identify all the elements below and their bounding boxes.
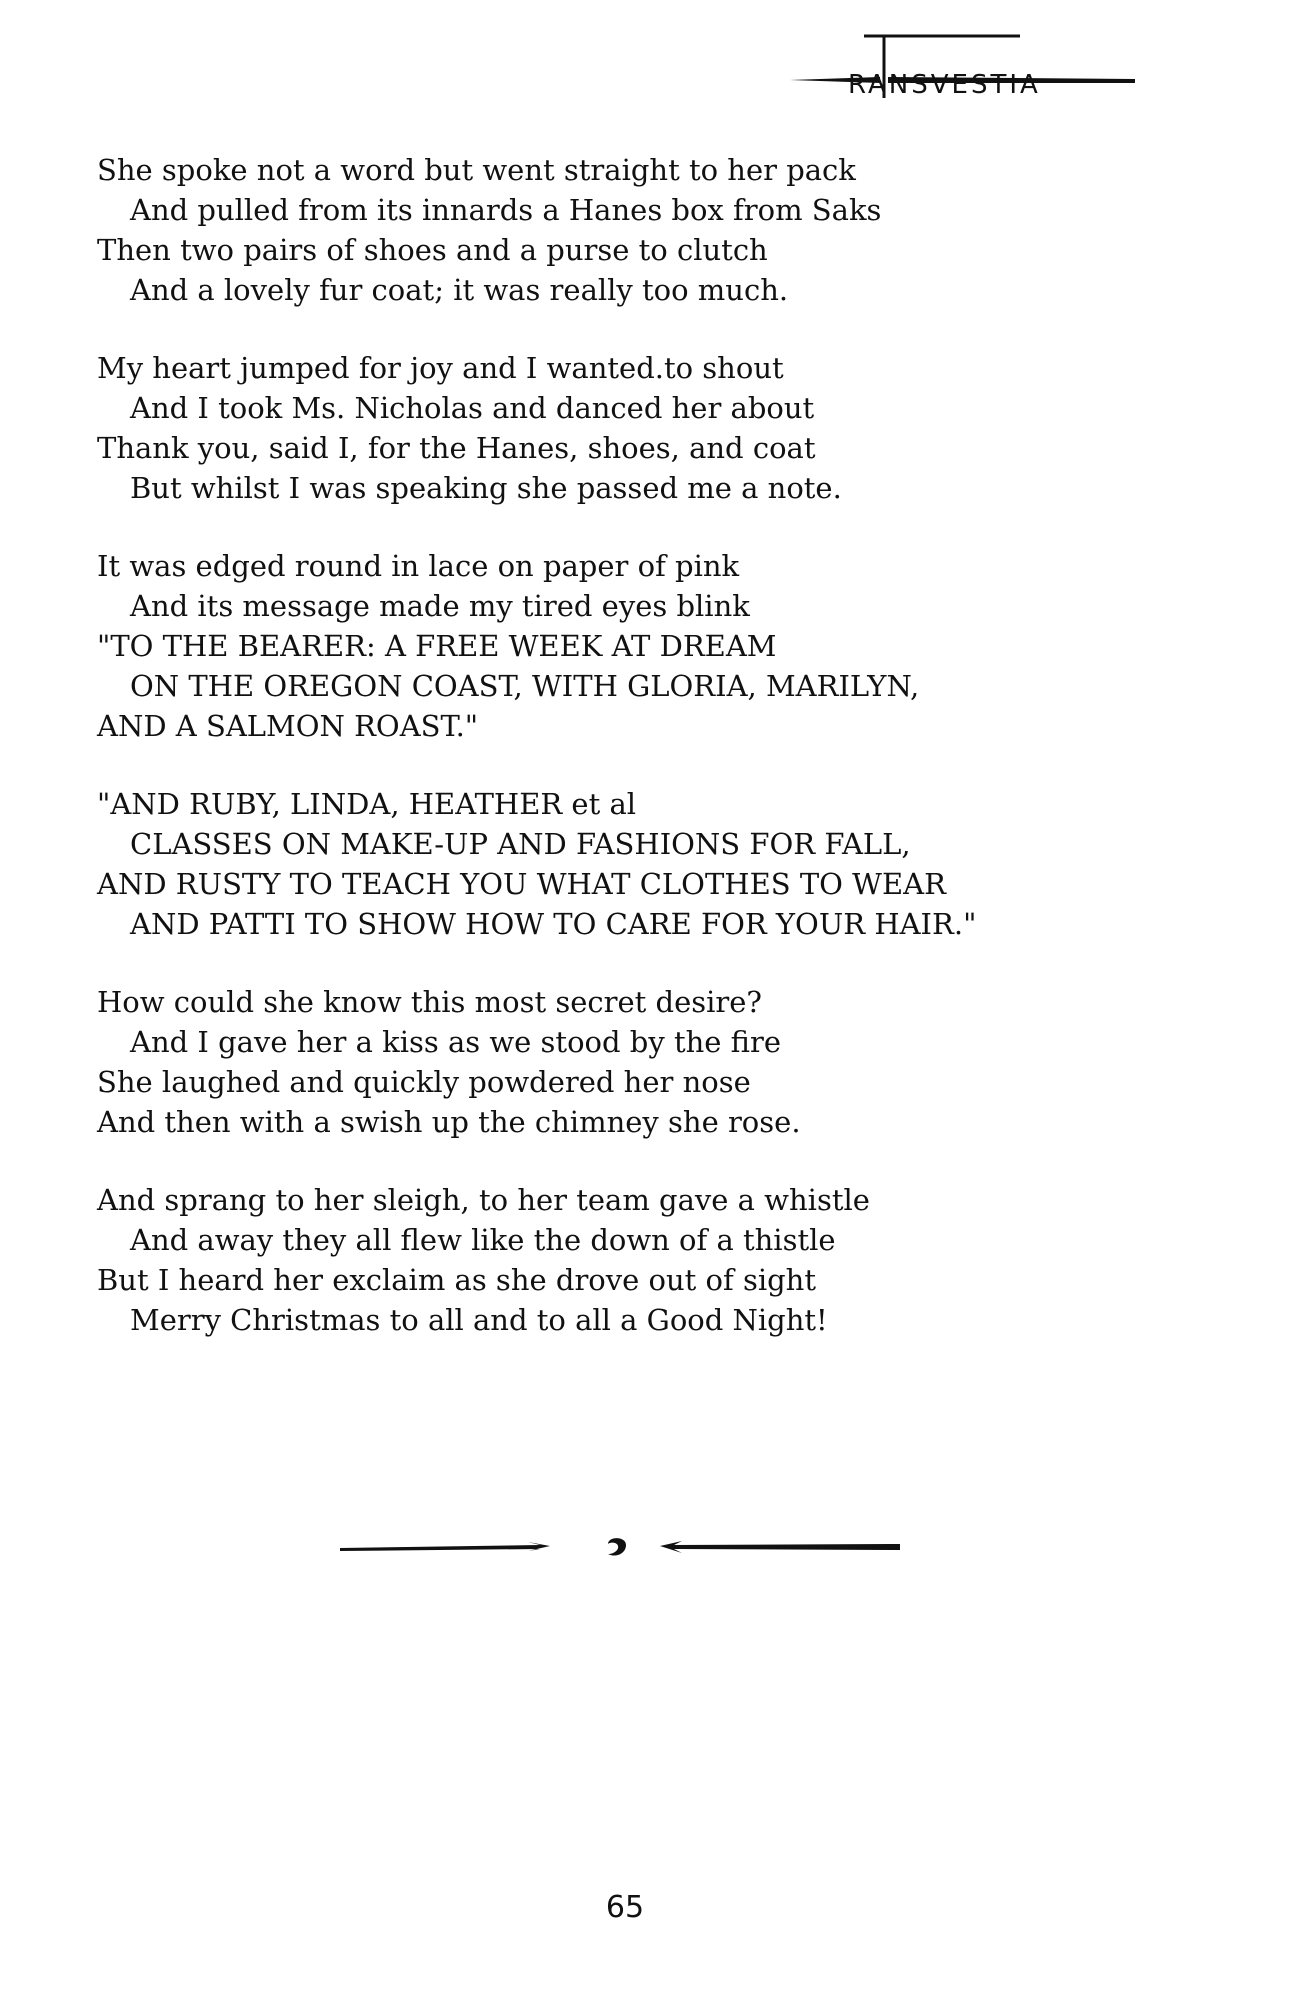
poem-line: AND PATTI TO SHOW HOW TO CARE FOR YOUR HAIR." bbox=[130, 907, 977, 941]
stanza bbox=[97, 784, 1197, 944]
poem-line: And then with a swish up the chimney she rose. bbox=[97, 1105, 801, 1139]
page-number: 65 bbox=[605, 1890, 645, 1925]
poem-line: It was edged round in lace on paper of pink bbox=[97, 549, 740, 583]
poem-line: But whilst I was speaking she passed me a note. bbox=[130, 471, 842, 505]
stanza bbox=[97, 982, 1197, 1142]
poem-line: And away they all flew like the down of a thistle bbox=[130, 1223, 836, 1257]
poem-line: But I heard her exclaim as she drove out of sight bbox=[97, 1263, 816, 1297]
poem-line: She spoke not a word but went straight to her pack bbox=[97, 153, 856, 187]
header-title: RANSVESTIA bbox=[848, 70, 1041, 100]
poem-line: "TO THE BEARER: A FREE WEEK AT DREAM bbox=[97, 629, 777, 663]
poem-line: And I took Ms. Nicholas and danced her about bbox=[130, 391, 815, 425]
poem-line: And a lovely fur coat; it was really too much. bbox=[130, 273, 789, 307]
stanza bbox=[97, 348, 1197, 508]
poem-line: And its message made my tired eyes blink bbox=[130, 589, 750, 623]
poem-line: How could she know this most secret desire? bbox=[97, 985, 762, 1019]
poem-line: Then two pairs of shoes and a purse to clutch bbox=[97, 233, 768, 267]
poem-line: And sprang to her sleigh, to her team gave a whistle bbox=[97, 1183, 870, 1217]
stanza bbox=[97, 546, 1197, 746]
poem-line: "AND RUBY, LINDA, HEATHER et al bbox=[97, 787, 637, 821]
poem-line: AND RUSTY TO TEACH YOU WHAT CLOTHES TO WEAR bbox=[97, 867, 946, 901]
stanza bbox=[97, 150, 1197, 310]
poem-line: ON THE OREGON COAST, WITH GLORIA, MARILYN, bbox=[130, 669, 920, 703]
poem-line: And I gave her a kiss as we stood by the fire bbox=[130, 1025, 782, 1059]
poem-line: And pulled from its innards a Hanes box from Saks bbox=[130, 193, 882, 227]
poem-line: My heart jumped for joy and I wanted.to shout bbox=[97, 351, 784, 385]
stanza bbox=[97, 1180, 1197, 1340]
poem-line: Merry Christmas to all and to all a Good Night! bbox=[130, 1303, 828, 1337]
fleuron-ornament-icon bbox=[340, 1528, 900, 1568]
poem-line: Thank you, said I, for the Hanes, shoes, and coat bbox=[97, 431, 816, 465]
poem-line: She laughed and quickly powdered her nose bbox=[97, 1065, 751, 1099]
running-header bbox=[780, 28, 1145, 98]
poem-line: AND A SALMON ROAST." bbox=[97, 709, 479, 743]
poem-line: CLASSES ON MAKE-UP AND FASHIONS FOR FALL, bbox=[130, 827, 911, 861]
poem-body bbox=[97, 150, 1197, 1378]
